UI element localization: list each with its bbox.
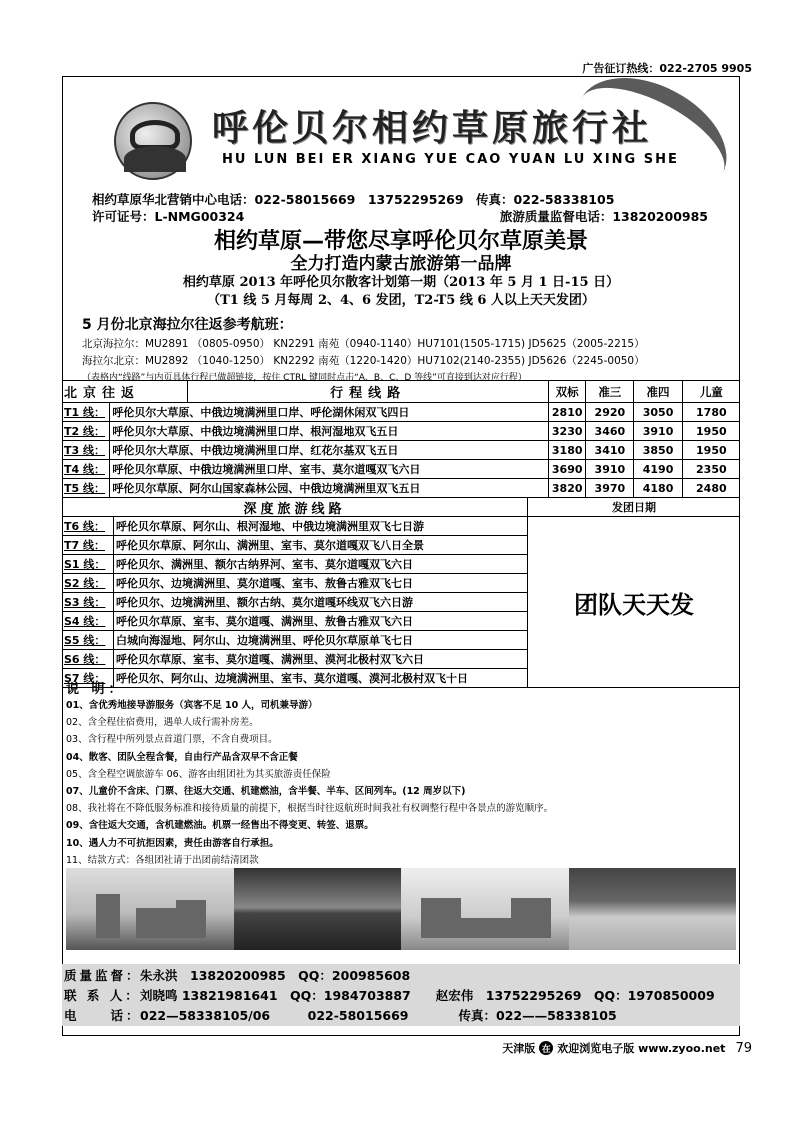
note-item: 10、遇人力不可抗拒因素，责任由游客自行承担。: [66, 837, 279, 849]
note-item: 09、含往返大交通，含机建燃油。机票一经售出不得变更、转签、退票。: [66, 820, 374, 832]
route-name: 呼伦贝尔、边境满洲里、莫尔道嘎、室韦、敖鲁古雅双飞七日: [114, 574, 528, 592]
price-cell: 3050: [634, 403, 682, 421]
price-cell: 2350: [696, 462, 727, 476]
deep-tour-title: 深度旅游线路: [62, 498, 528, 516]
hyperlink-note: （表格内“线路”与内页具体行程已做超链接，按住 CTRL 键同时点击“A、B、C、D 等线”可直接到达对应行程）: [82, 373, 527, 383]
route-price-table: [62, 380, 740, 685]
flight-outbound: 北京海拉尔：MU2891 （0805-0950） KN2291 南苑（0940-1140）HU7101(1505-1715) JD5625（2005-2215）: [82, 338, 645, 350]
price-cell: 1780: [696, 405, 727, 419]
header-price-child: 儿童: [699, 384, 723, 399]
notes-section: [62, 678, 740, 886]
route-name: 呼伦贝尔大草原、中俄边境满洲里口岸、红花尔基双飞五日: [110, 441, 549, 459]
edition-badge-icon: 在: [539, 1041, 553, 1055]
note-item: 07、儿童价不含床、门票、往返大交通、机建燃油，含半餐、半车、区间列车。(12 周岁以下): [66, 786, 466, 798]
photo-strip: [66, 868, 736, 950]
price-cell: 4190: [634, 460, 682, 478]
note-item: 02、含全程住宿费用，遇单人成行需补房差。: [66, 717, 259, 729]
brand-pinyin: HU LUN BEI ER XIANG YUE CAO YUAN LU XING SHE: [222, 152, 679, 167]
route-name: 呼伦贝尔、阿尔山、边境满洲里、室韦、莫尔道嘎、漠河北极村双飞十日: [114, 669, 528, 687]
headline-main: 相约草原—带您尽享呼伦贝尔草原美景: [213, 229, 588, 254]
price-cell: 3910: [586, 460, 634, 478]
route-name: 呼伦贝尔、满洲里、额尔古纳界河、室韦、莫尔道嘎双飞六日: [114, 555, 528, 573]
route-code-link[interactable]: T4 线：: [62, 460, 110, 478]
route-name: 呼伦贝尔草原、室韦、莫尔道嘎、满洲里、敖鲁古雅双飞六日: [114, 612, 528, 630]
note-item: 05、含全程空调旅游车 06、游客由组团社为其买旅游责任保险: [66, 768, 331, 780]
photo-border-gate: [401, 868, 569, 950]
route-name: 白城向海湿地、阿尔山、边境满洲里、呼伦贝尔草原单飞七日: [114, 631, 528, 649]
header-route: 行程线路: [188, 381, 549, 402]
route-code-link[interactable]: T5 线：: [62, 479, 110, 497]
brand-banner: [62, 82, 740, 192]
price-cell: 3410: [586, 441, 634, 459]
brand-title: 呼伦贝尔相约草原旅行社: [212, 107, 653, 149]
note-item: 04、散客、团队全程含餐，自由行产品含双早不含正餐: [66, 751, 298, 763]
price-cell: 2810: [549, 403, 586, 421]
price-cell: 3180: [549, 441, 586, 459]
contact-person-line: 联 系 人： 刘晓鸣 13821981641 QQ：1984703887 赵宏伟 13752295269 QQ：1970850009: [64, 988, 715, 1003]
photo-beach: [569, 868, 737, 950]
table-row: [62, 460, 740, 479]
departure-date-title: 发团日期: [612, 501, 656, 514]
price-cell: 3460: [586, 422, 634, 440]
daily-departure: 团队天天发: [528, 517, 740, 688]
deep-tour-row: [62, 650, 528, 669]
header-beijing-return: 北京往返: [62, 381, 188, 402]
contact-phone-line: 相约草原华北营销中心电话：022-58015669 13752295269 传真：022-58338105: [92, 192, 615, 207]
note-item: 11、结款方式：各组团社请于出团前结清团款: [66, 854, 259, 866]
price-cell: 2480: [696, 481, 727, 495]
quality-supervision-phone: 旅游质量监督电话：13820200985: [499, 209, 708, 224]
table-row: [62, 479, 740, 498]
route-name: 呼伦贝尔草原、阿尔山、满洲里、室韦、莫尔道嘎双飞八日全景: [114, 536, 528, 554]
route-code-link[interactable]: T3 线：: [62, 441, 110, 459]
website-link[interactable]: 欢迎浏览电子版 www.zyoo.net: [557, 1042, 726, 1055]
deep-tour-row: [62, 517, 528, 536]
route-name: 呼伦贝尔草原、阿尔山、根河湿地、中俄边境满洲里双飞七日游: [114, 517, 528, 535]
price-cell: 1950: [696, 443, 727, 457]
route-name: 呼伦贝尔大草原、中俄边境满洲里口岸、根河湿地双飞五日: [110, 422, 549, 440]
header-price-standard: 双标: [549, 381, 586, 402]
note-item: 08、我社将在不降低服务标准和接待质量的前提下，根据当时往返航班时间我社有权调整行程中各景点的游览顺序。: [66, 803, 554, 815]
header-price-four-star: 准四: [634, 381, 682, 402]
deep-tour-row: [62, 574, 528, 593]
flight-title: 5 月份北京海拉尔往返参考航班：: [82, 317, 293, 333]
table-header: [62, 381, 740, 403]
telephone-line: 电 话： 022—58338105/06 022-58015669 传真：022——58338105: [64, 1008, 617, 1023]
table-row: [62, 403, 740, 422]
flight-info: [82, 314, 732, 383]
route-name: 呼伦贝尔草原、中俄边境满洲里口岸、室韦、莫尔道嘎双飞六日: [110, 460, 549, 478]
photo-grassland: [234, 868, 402, 950]
route-code-link[interactable]: S6 线：: [62, 650, 114, 668]
price-cell: 1950: [696, 424, 727, 438]
price-cell: 3690: [549, 460, 586, 478]
route-code-link[interactable]: S2 线：: [62, 574, 114, 592]
route-code-link[interactable]: S5 线：: [62, 631, 114, 649]
header-price-three-star: 准三: [586, 381, 634, 402]
route-code-link[interactable]: S7 线：: [62, 669, 114, 687]
deep-tour-row: [62, 612, 528, 631]
photo-city-buildings: [66, 868, 234, 950]
route-code-link[interactable]: S4 线：: [62, 612, 114, 630]
price-cell: 3820: [549, 479, 586, 497]
ad-hotline: 广告征订热线：022-2705 9905: [582, 62, 752, 75]
flight-inbound: 海拉尔北京：MU2892 （1040-1250） KN2292 南苑（1220-1420）HU7102(2140-2355) JD5626（2245-0050）: [82, 355, 645, 367]
price-cell: 2920: [586, 403, 634, 421]
route-name: 呼伦贝尔、边境满洲里、额尔古纳、莫尔道嘎环线双飞六日游: [114, 593, 528, 611]
price-cell: 3970: [586, 479, 634, 497]
route-code-link[interactable]: S3 线：: [62, 593, 114, 611]
route-code-link[interactable]: T1 线：: [62, 403, 110, 421]
deep-tour-row: [62, 536, 528, 555]
note-item: 03、含行程中所列景点首道门票，不含自费项目。: [66, 734, 278, 746]
notes-title: 说 明：: [66, 682, 126, 697]
deep-tour-row: [62, 631, 528, 650]
deep-tour-row: [62, 593, 528, 612]
departure-schedule: （T1 线 5 月每周 2、4、6 发团，T2-T5 线 6 人以上天天发团）: [207, 293, 595, 308]
deep-tour-row: [62, 555, 528, 574]
table-row: [62, 441, 740, 460]
deep-tour-header: [62, 498, 740, 517]
route-code-link[interactable]: T2 线：: [62, 422, 110, 440]
page-number: 79: [735, 1040, 752, 1056]
plan-period: 相约草原 2013 年呼伦贝尔散客计划第一期（2013 年 5 月 1 日-15 日）: [182, 275, 620, 290]
route-name: 呼伦贝尔草原、室韦、莫尔道嘎、满洲里、漠河北极村双飞六日: [114, 650, 528, 668]
edition-label: 天津版: [502, 1042, 536, 1055]
quality-contact-box: [62, 964, 740, 1026]
table-row: [62, 422, 740, 441]
headline-sub: 全力打造内蒙古旅游第一品牌: [290, 254, 512, 274]
price-cell: 3850: [634, 441, 682, 459]
handshake-logo-icon: [114, 102, 192, 180]
price-cell: 4180: [634, 479, 682, 497]
license-number: 许可证号：L-NMG00324: [92, 209, 245, 224]
quality-supervisor-line: 质量监督： 朱永洪 13820200985 QQ：200985608: [64, 968, 411, 983]
price-cell: 3230: [549, 422, 586, 440]
note-item: 01、含优秀地接导游服务（宾客不足 10 人，司机兼导游）: [66, 700, 318, 711]
route-name: 呼伦贝尔大草原、中俄边境满洲里口岸、呼伦湖休闲双飞四日: [110, 403, 549, 421]
route-code-link[interactable]: T7 线：: [62, 536, 114, 554]
route-code-link[interactable]: S1 线：: [62, 555, 114, 573]
route-name: 呼伦贝尔草原、阿尔山国家森林公园、中俄边境满洲里双飞五日: [110, 479, 549, 497]
route-code-link[interactable]: T6 线：: [62, 517, 114, 535]
license-line: [92, 207, 708, 225]
price-cell: 3910: [634, 422, 682, 440]
page-footer: [502, 1040, 752, 1056]
